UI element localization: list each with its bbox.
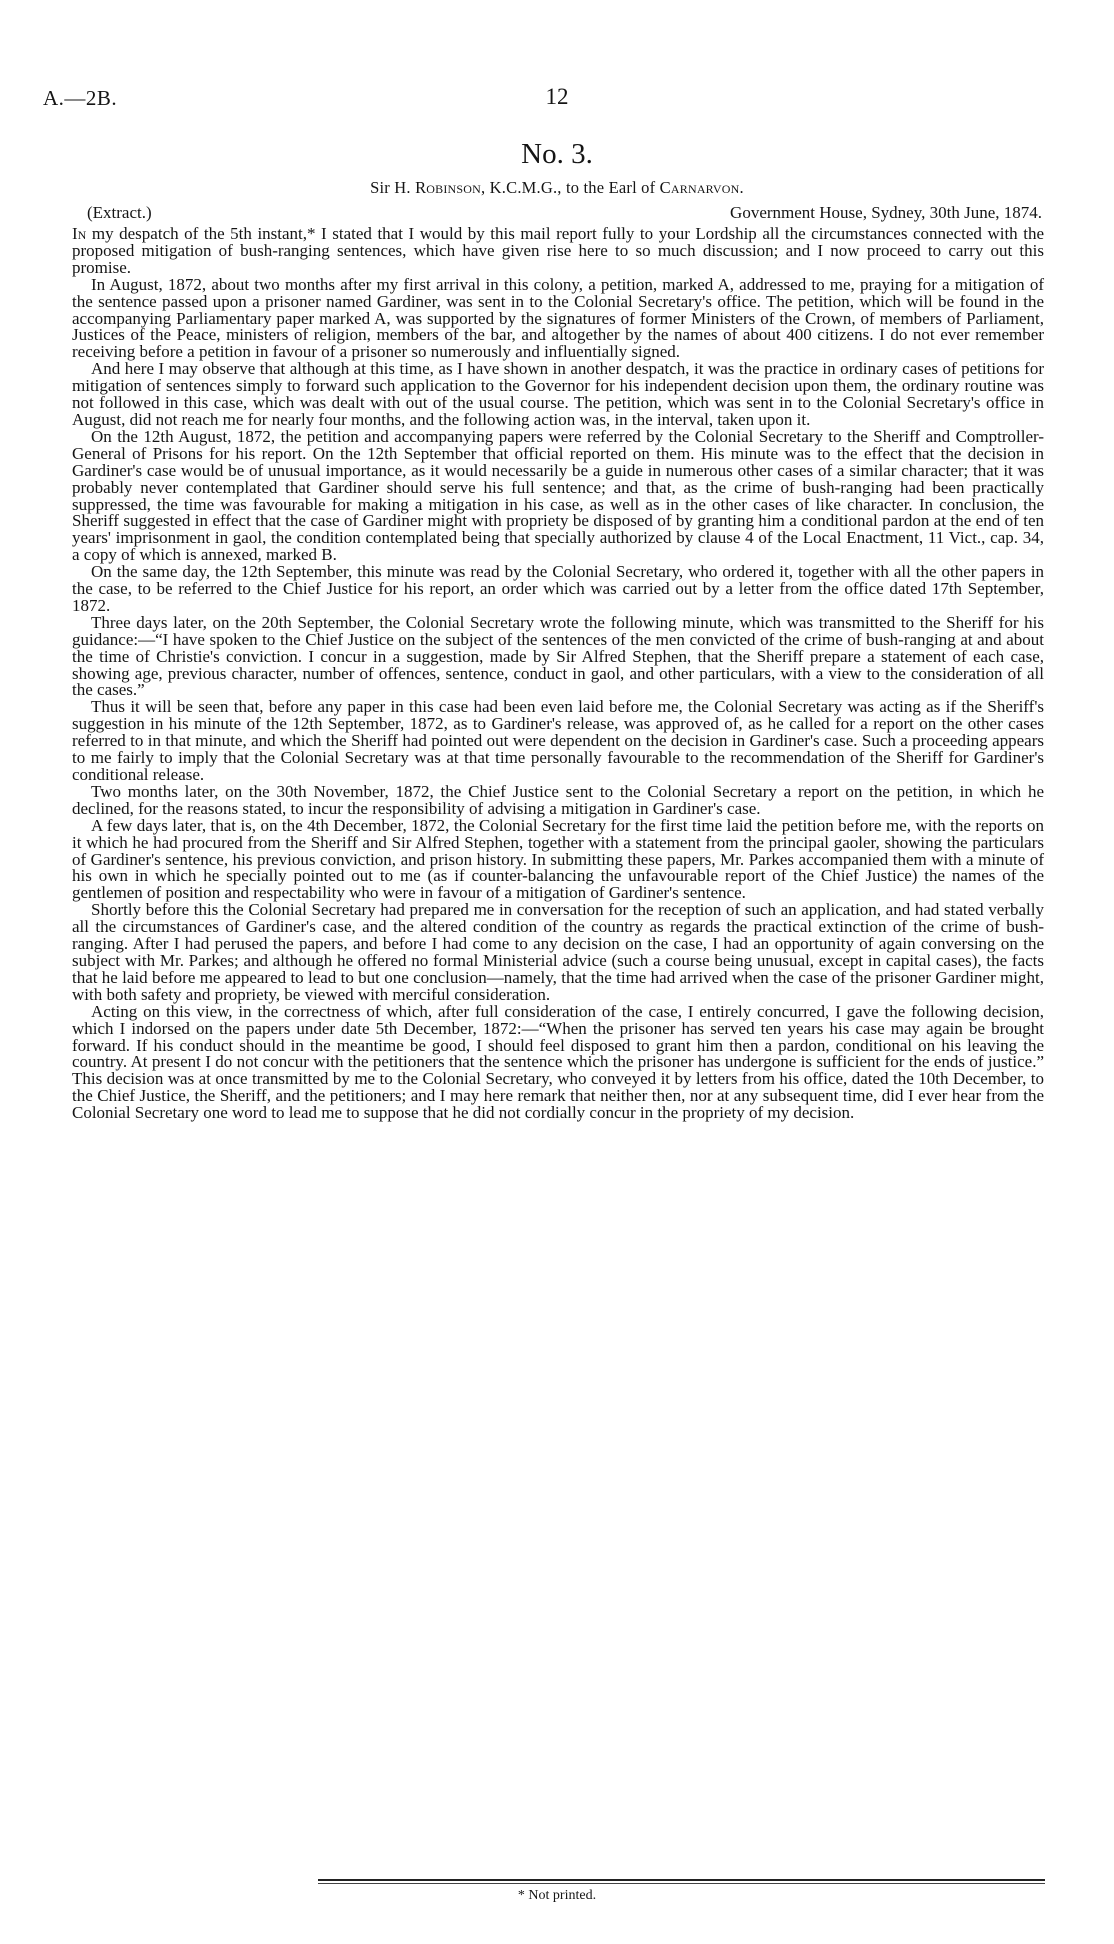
heading-to-suffix: . [739,178,744,197]
paragraph [72,226,1044,277]
paragraph: In August, 1872, about two months after my first arrival in this colony, a petition, marked A, addressed to me, praying for a mitigation of the sentence passed upon a prisoner named Gardiner, was sent in to the Colonial Secretary's office. The petition, which will be found in the accompanying Parliamentary paper marked A, was supported by the signatures of former Ministers of the Crown, of members of Parliament, Justices of the Peace, ministers of religion, members of the bar, and altogether by the names of about 400 citizens. I do not ever remember receiving before a petition in favour of a prisoner so numerously and influentially signed. [72,274,1044,362]
footnote-rule [318,1879,1045,1881]
heading-to-name: Carnarvon [659,178,740,197]
letter-body [72,226,1044,1122]
place-date-line: Government House, Sydney, 30th June, 1874. [730,203,1042,222]
paragraph-text: my despatch of the 5th instant,* I stated that I would by this mail report fully to your Lordship all the circumstances connected with the proposed mitigation of bush-ranging sentences, which have given rise here to so much discussion; and I now proceed to carry out this promise. [72,224,1044,277]
extract-label: (Extract.) [87,203,152,222]
paragraph: Three days later, on the 20th September, the Colonial Secretary wrote the following minute, which was transmitted to the Sheriff for his guidance:—“I have spoken to the Chief Justice on the subject of the sentences of the men convicted of the crime of bush-ranging at and about the time of Christie's conviction. I concur in a suggestion, made by Sir Alfred Stephen, that the Sheriff prepare a statement of each case, showing age, previous character, number of offences, sentence, conduct in gaol, and other particulars, with a view to the consideration of all the cases.” [72,612,1044,700]
paragraph: On the same day, the 12th September, this minute was read by the Colonial Secretary, who ordered it, together with all the other papers in the case, to be referred to the Chief Justice for his report, an order which was carried out by a letter from the office dated 17th September, 1872. [72,562,1044,615]
heading-from-name: Robinson [415,178,482,197]
heading-from-suffix: , K.C.M.G., to the Earl of [481,178,656,197]
page-number: 12 [545,84,569,109]
document-heading [0,178,1114,198]
paragraph: Thus it will be seen that, before any paper in this case had been even laid before me, the Colonial Secretary was acting as if the Sheriff's suggestion in his minute of the 12th September, 1872, as to Gardiner's release, was approved of, as he called for a report on the other cases referred to in that minute, and which the Sheriff had pointed out were dependent on the decision in Gardiner's case. Such a proceeding appears to me fairly to imply that the Colonial Secretary was at that time personally favourable to the recommendation of the Sheriff for Gardiner's conditional release. [72,697,1044,784]
paragraph: Acting on this view, in the correctness of which, after full consideration of the case, I entirely concurred, I gave the following decision, which I indorsed on the papers under date 5th December, 1872:—“When the prisoner has served ten years his case may again be brought forward. If his conduct should in the meantime be good, I should feel disposed to grant him then a pardon, conditional on his leaving the country. At present I do not concur with the petitioners that the sentence which the prisoner has undergone is sufficient for the ends of justice.” This decision was at once transmitted by me to the Colonial Secretary, who conveyed it by letters from his office, dated the 10th December, to the Chief Justice, the Sheriff, and the petitioners; and I may here remark that neither then, nor at any subsequent time, did I ever hear from the Colonial Secretary one word to lead me to suppose that he did not cordially concur in the propriety of my decision. [72,1001,1044,1123]
paragraph: Shortly before this the Colonial Secretary had prepared me in conversation for the reception of such an application, and had stated verbally all the circumstances of Gardiner's case, and the altered condition of the country as regards the practical extinction of the crime of bush-ranging. After I had perused the papers, and before I had come to any decision on the case, I had an opportunity of again conversing on the subject with Mr. Parkes; and although he offered no formal Ministerial advice (such a course being unusual, except in capital cases), the facts that he laid before me appeared to lead to but one conclusion—namely, that the time had arrived when the case of the prisoner Gardiner might, with both safety and propriety, be viewed with merciful consideration. [72,900,1044,1004]
paragraph: Two months later, on the 30th November, 1872, the Chief Justice sent to the Colonial Secretary a report on the petition, in which he declined, for the reasons stated, to incur the responsibility of advising a mitigation in Gardiner's case. [72,781,1044,818]
document-number: No. 3. [521,138,593,170]
heading-from-prefix: Sir H. [370,178,411,197]
document-reference: A.—2B. [43,86,118,110]
footnote-rule-thin [318,1883,1045,1884]
footnote: * Not printed. [517,1888,597,1903]
paragraph: And here I may observe that although at this time, as I have shown in another despatch, it was the practice in ordinary cases of petitions for mitigation of sentences simply to forward such application to the Governor for his independent decision upon them, the ordinary routine was not followed in this case, which was dealt with out of the usual course. The petition, which was sent in to the Colonial Secretary's office in August, did not reach me for nearly four months, and the following action was, in the interval, taken upon it. [72,359,1044,429]
paragraph: A few days later, that is, on the 4th December, 1872, the Colonial Secretary for the first time laid the petition before me, with the reports on it which he had procured from the Sheriff and Sir Alfred Stephen, together with a statement from the principal gaoler, showing the particulars of Gardiner's sentence, his previous conviction, and prison history. In submitting these papers, Mr. Parkes accompanied them with a minute of his own in which he specially pointed out to me (as if counter-balancing the unfavourable report of the Chief Justice) the names of the gentlemen of position and respectability who were in favour of a mitigation of Gardiner's sentence. [72,815,1044,903]
paragraph: On the 12th August, 1872, the petition and accompanying papers were referred by the Colonial Secretary to the Sheriff and Comptroller-General of Prisons for his report. On the 12th September that official reported on them. His minute was to the effect that the decision in Gardiner's case would be of unusual importance, as it would necessarily be a guide in numerous other cases of a similar character; that it was probably never contemplated that Gardiner should serve his full sentence; and that, as the crime of bush-ranging had been practically suppressed, the time was favourable for making a mitigation in his case, as well as in the other cases of like character. In conclusion, the Sheriff suggested in effect that the case of Gardiner might with propriety be disposed of by granting him a conditional pardon at the end of ten years' imprisonment in gaol, the condition contemplated being that specially authorized by clause 4 of the Local Enactment, 11 Vict., cap. 34, a copy of which is annexed, marked B. [72,426,1044,565]
paragraph-lead: In [72,224,87,243]
